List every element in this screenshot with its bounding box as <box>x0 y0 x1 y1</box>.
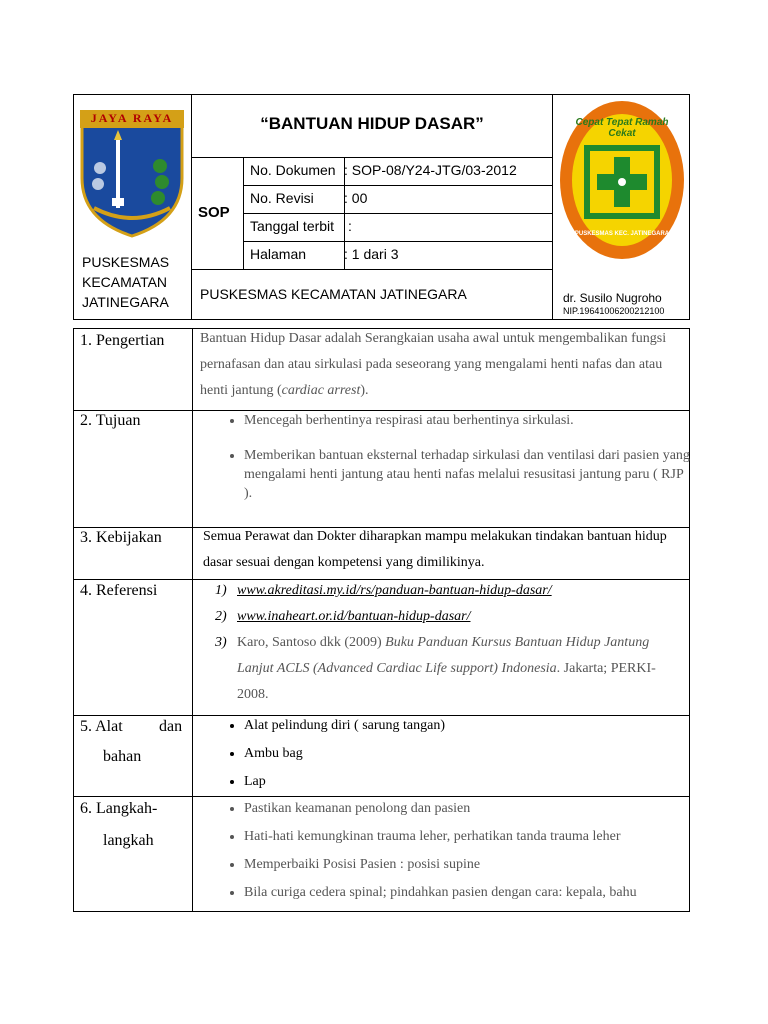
langkah-list <box>224 795 704 907</box>
list-item <box>215 578 685 604</box>
section-label-referensi: 4. Referensi <box>80 582 158 599</box>
pengertian-text-italic: cardiac arrest <box>281 383 361 398</box>
list-item: • Ambu bag <box>244 740 694 768</box>
pengertian-text-main: Bantuan Hidup Dasar adalah Serangkaian usaha awal untuk mengembalikan fungsi pernafasan dan atau sirkulasi pada seseorang yang mengalami henti nafas dan atau henti jantung ( <box>200 331 667 398</box>
ref-text-pre: Karo, Santoso dkk (2009) <box>237 635 386 650</box>
org-name-line-2: KECAMATAN <box>82 274 168 290</box>
list-item: • Pastikan keamanan penolong dan pasien <box>244 795 704 823</box>
section-label-alat: 5. Alat <box>80 718 123 735</box>
ref-link-inaheart[interactable]: www.inaheart.or.id/bantuan-hidup-dasar/ <box>237 609 471 624</box>
list-item: • Memperbaiki Posisi Pasien : posisi supine <box>244 851 704 879</box>
issue-date-value: : <box>348 218 352 234</box>
ref-number: 3) <box>215 635 227 650</box>
ref-link-akreditasi[interactable]: www.akreditasi.my.id/rs/panduan-bantuan-hidup-dasar/ <box>237 583 552 598</box>
signer-nip: NIP.19641006200212100 <box>563 306 665 316</box>
section-label-kebijakan: 3. Kebijakan <box>80 529 162 546</box>
signer-name: dr. Susilo Nugroho <box>563 291 662 305</box>
issue-date-label: Tanggal terbit <box>250 218 335 234</box>
pengertian-text-end: ). <box>360 383 369 398</box>
org-name <box>82 252 169 312</box>
ref-number: 1) <box>215 583 227 598</box>
document-title: “BANTUAN HIDUP DASAR” <box>260 114 484 133</box>
pengertian-text <box>200 326 680 404</box>
jaya-raya-logo <box>76 108 188 240</box>
list-item: • Memberikan bantuan eksternal terhadap sirkulasi dan ventilasi dari pasien yang mengalami henti jantung atau henti nafas melalui resusitasi jantung paru ( RJP ). <box>244 446 694 503</box>
list-item: • Hati-hati kemungkinan trauma leher, perhatikan tanda trauma leher <box>244 823 704 851</box>
list-item: • Alat pelindung diri ( sarung tangan) <box>244 712 694 740</box>
list-item: • Lap <box>244 768 694 796</box>
tujuan-list <box>224 408 694 503</box>
list-item <box>215 630 685 708</box>
section-label-pengertian: 1. Pengertian <box>80 332 165 349</box>
list-item <box>215 604 685 630</box>
org-name-line-1: PUSKESMAS <box>82 254 170 270</box>
doc-number-value: : SOP-08/Y24-JTG/03-2012 <box>344 162 517 178</box>
section-label-langkah: 6. Langkah- <box>80 800 158 817</box>
puskesmas-logo <box>558 99 686 261</box>
org-name-line-3: JATINEGARA <box>82 294 169 310</box>
section-label-alat-dan: dan <box>159 718 183 735</box>
list-item: • Mencegah berhentinya respirasi atau berhentinya sirkulasi. <box>244 408 694 434</box>
referensi-list <box>215 578 685 708</box>
revision-value: : 00 <box>344 190 368 206</box>
ref-number: 2) <box>215 609 227 624</box>
logo-right-bottom-text: PUSKESMAS KEC. JATINEGARA <box>574 231 670 237</box>
logo-right-top-text: Cepat Tepat Ramah Cekat <box>575 117 669 139</box>
doc-number-label: No. Dokumen <box>250 162 336 178</box>
section-label-bahan: bahan <box>103 748 142 765</box>
page-label: Halaman <box>250 246 307 262</box>
section-label-tujuan: 2. Tujuan <box>80 412 141 429</box>
logo-left-text: JAYA RAYA <box>90 111 174 125</box>
section-label-langkah-b: langkah <box>103 832 154 849</box>
page-value: : 1 dari 3 <box>344 246 399 262</box>
ref-text-book: Buku Panduan Kursus Bantuan Hidup Jantung Lanjut ACLS (Advanced Cardiac Life support) Indonesia <box>237 635 650 676</box>
sop-label: SOP <box>198 204 230 221</box>
list-item: • Bila curiga cedera spinal; pindahkan pasien dengan cara: kepala, bahu <box>244 879 704 907</box>
org-footer: PUSKESMAS KECAMATAN JATINEGARA <box>200 286 467 302</box>
alat-list <box>224 712 694 796</box>
ref-text-post: . Jakarta; PERKI-2008. <box>237 661 656 702</box>
kebijakan-text: Semua Perawat dan Dokter diharapkan mampu melakukan tindakan bantuan hidup dasar sesuai dengan kompetensi yang dimilikinya. <box>203 529 667 570</box>
revision-label: No. Revisi <box>250 190 314 206</box>
